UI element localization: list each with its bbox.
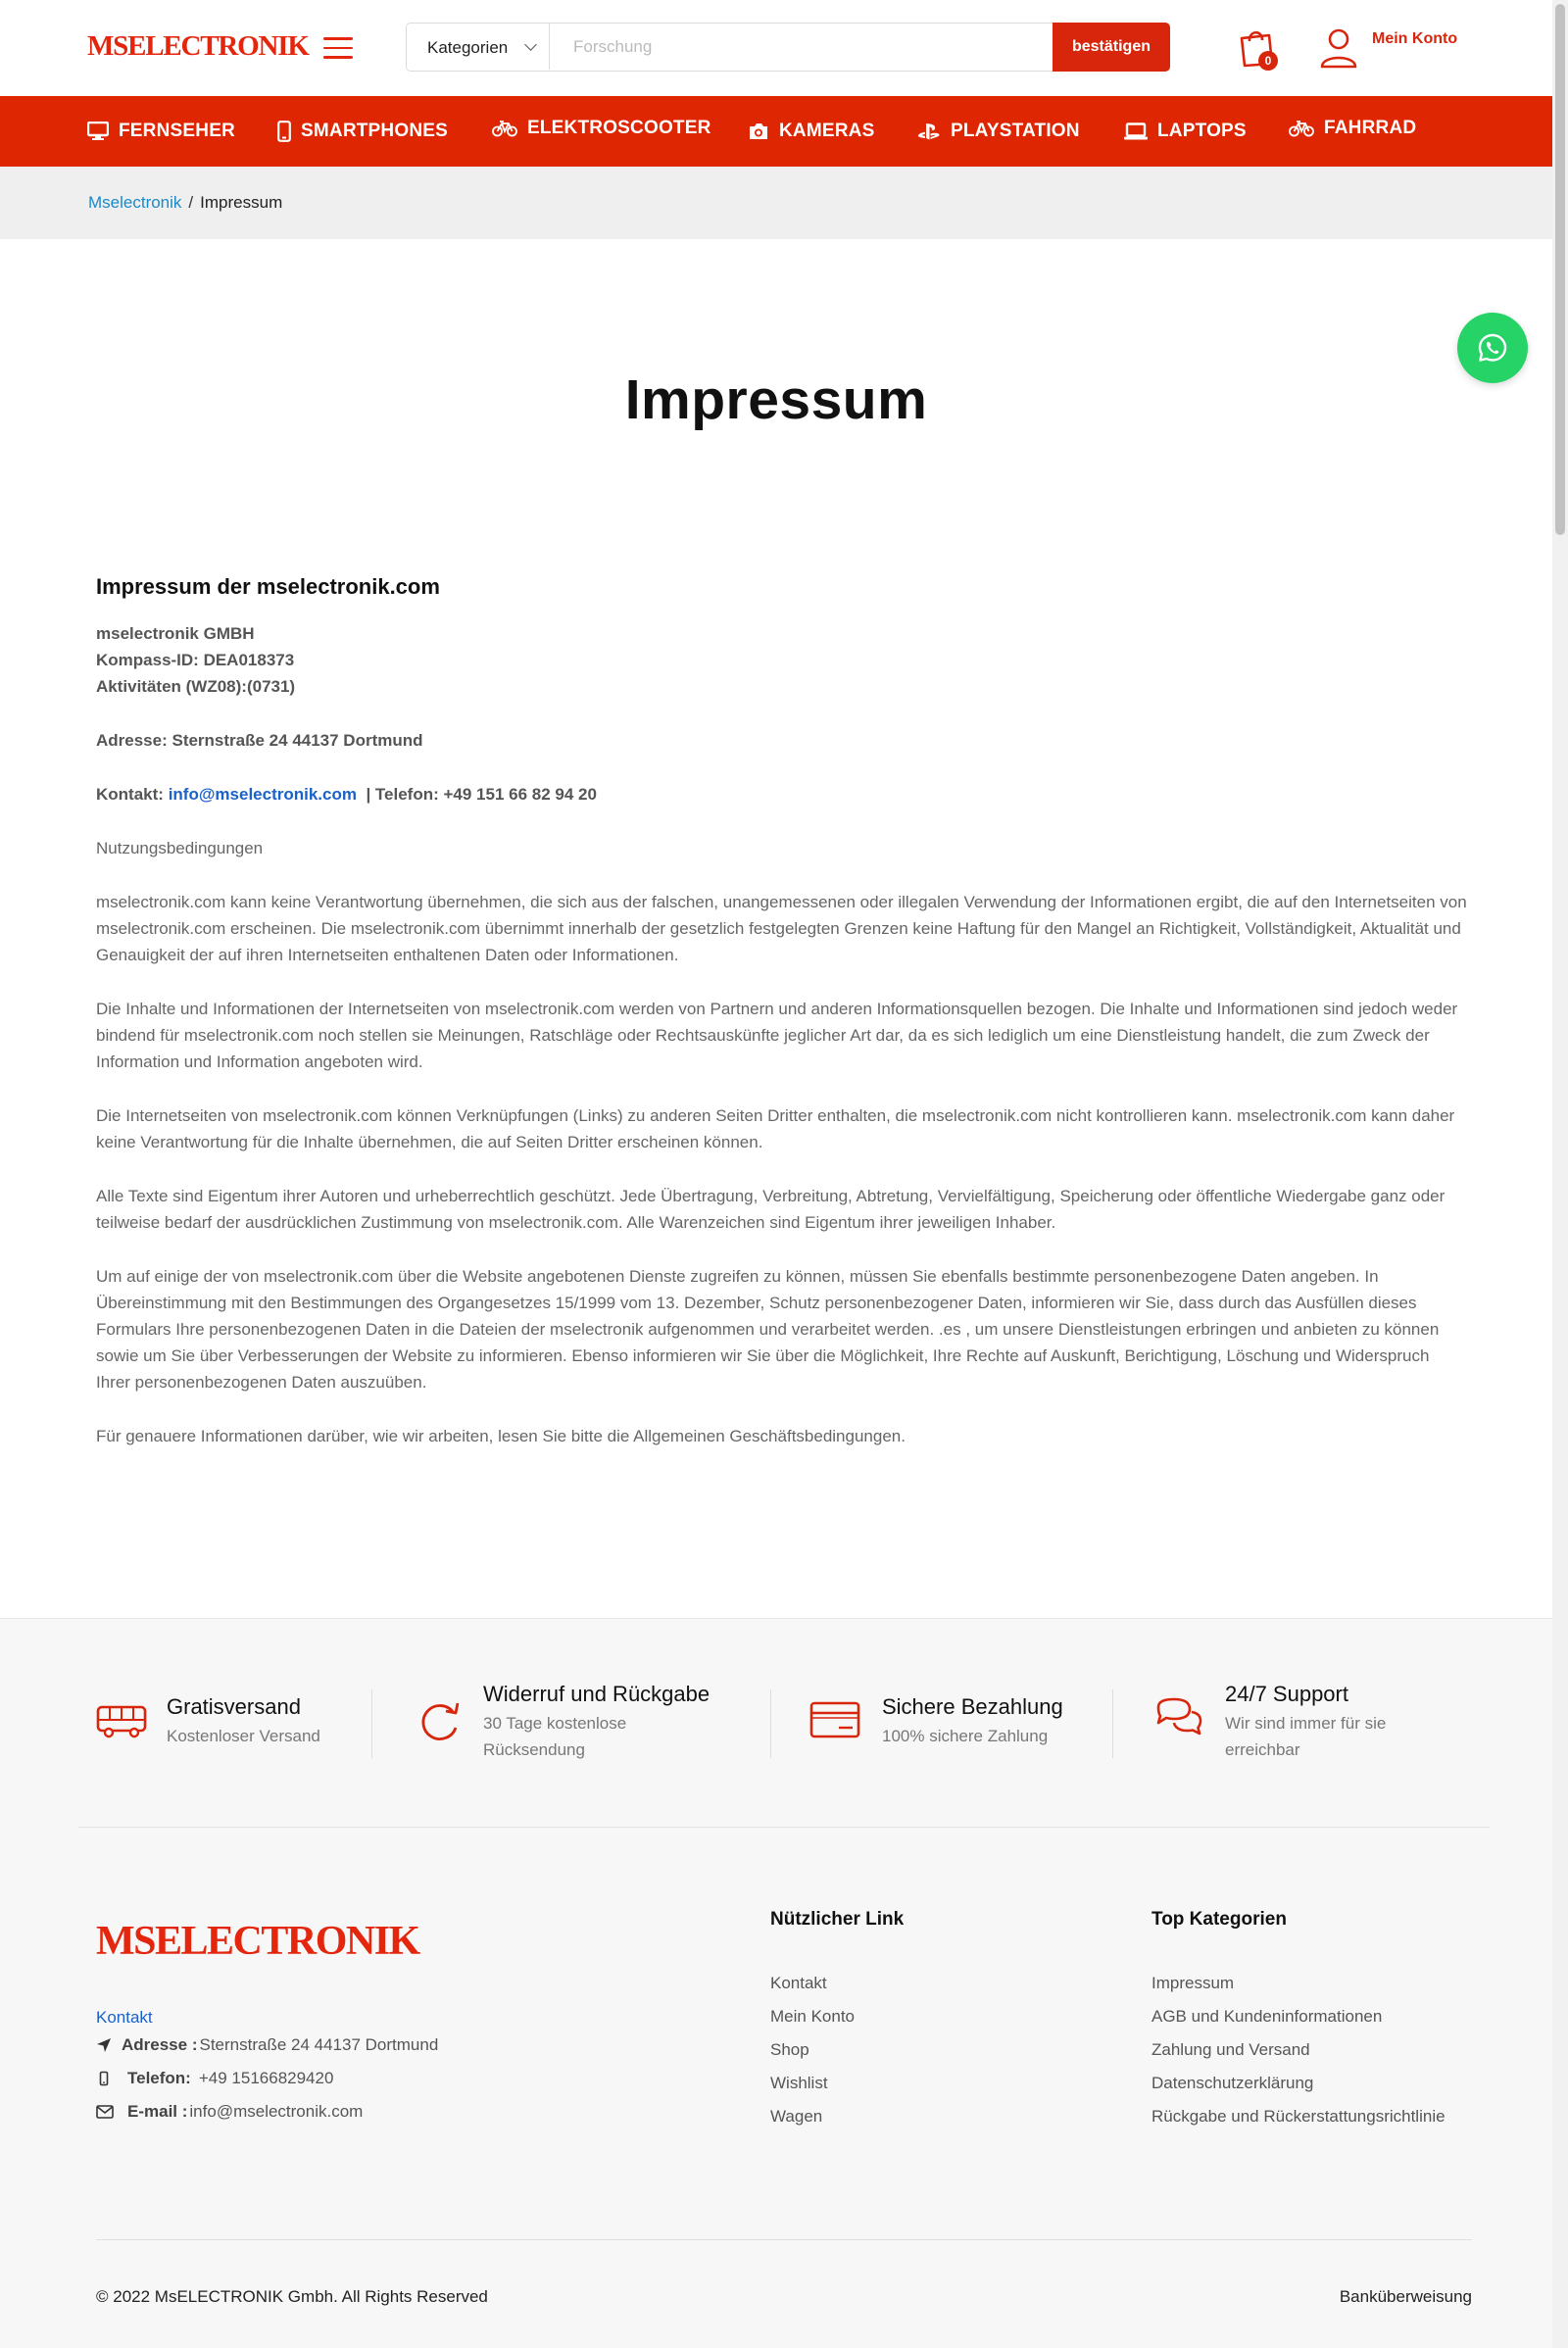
payment-method: Banküberweisung (1339, 2287, 1472, 2306)
footer-useful-title: Nützlicher Link (770, 1909, 905, 1930)
nav-item-label: LAPTOPS (1157, 121, 1247, 141)
breadcrumb-separator: / (188, 193, 194, 212)
divider (371, 1689, 372, 1758)
paragraph: Alle Texte sind Eigentum ihrer Autoren und urheberrechtlich geschützt. Jede Übertragung, Verbreitung, Abtretung, Vervielfältigung, Speicherung oder öffentliche Wiedergabe ganz oder teilweise bedarf der ausdrücklichen Zustimmung von mselectronik.com. Alle Warenzeichen sind Eigentum ihrer jeweiligen Inhaber. (96, 1187, 1446, 1232)
footer-top-categories-title: Top Kategorien (1152, 1909, 1287, 1930)
company-address: Adresse: Sternstraße 24 44137 Dortmund (96, 731, 423, 750)
breadcrumb-home-link[interactable]: Mselectronik (88, 193, 182, 212)
credit-card-icon (809, 1695, 862, 1744)
category-select[interactable] (407, 24, 550, 70)
footer-link-datenschutz[interactable]: Datenschutzerklärung (1152, 2074, 1314, 2092)
nav-item-elektroscooter[interactable] (492, 93, 711, 164)
playstation-icon (917, 122, 941, 140)
footer-link-wagen[interactable]: Wagen (770, 2107, 823, 2126)
cart-button[interactable] (1237, 26, 1284, 73)
footer-bottom-divider (96, 2239, 1472, 2240)
footer-link-zahlung[interactable]: Zahlung und Versand (1152, 2040, 1310, 2059)
page-scrollbar[interactable] (1552, 0, 1568, 2348)
paragraph: mselectronik.com kann keine Verantwortung übernehmen, die sich aus der falschen, unangemessenen oder illegalen Verwendung der Informationen ergibt, die auf den Internetseiten von mselectronik.com erscheinen. Die mselectronik.com übernimmt innerhalb der gesetzlich festgelegten Grenzen keine Haftung für den Mangel an Richtigkeit, Vollständigkeit, Aktualität und Genauigkeit der auf ihren Internetseiten enthaltenen Daten oder Informationen. (96, 893, 1467, 964)
envelope-icon (96, 2105, 123, 2119)
bicycle-icon (1289, 120, 1314, 137)
nav-item-label: SMARTPHONES (301, 121, 448, 141)
nav-item-label: FERNSEHER (119, 121, 235, 141)
site-footer (0, 1618, 1552, 2348)
kompass-id: Kompass-ID: DEA018373 (96, 651, 295, 669)
footer-phone-value: +49 15166829420 (198, 2069, 334, 2087)
company-name: mselectronik GMBH (96, 624, 255, 643)
category-select-label: Kategorien (427, 38, 509, 57)
feature-returns (415, 1682, 738, 1760)
contact-line (96, 781, 1468, 807)
bicycle-icon (492, 120, 517, 137)
footer-link-impressum[interactable]: Impressum (1152, 1974, 1235, 1992)
paragraph: Die Inhalte und Informationen der Internetseiten von mselectronik.com werden von Partnern und anderen Informationsquellen bezogen. Die Inhalte und Informationen sind jedoch weder bindend für mselectronik.com noch stellen sie Meinungen, Ratschläge oder Rechtsauskünfte jeglicher Art dar, da es sich lediglich um eine Dienstleistung handelt, die zum Zweck der Information und Information angeboten wird. (96, 1000, 1458, 1071)
footer-link-agb[interactable]: AGB und Kundeninformationen (1152, 2007, 1383, 2026)
footer-link-wishlist[interactable]: Wishlist (770, 2074, 828, 2092)
cart-count-badge: 0 (1258, 51, 1278, 71)
nav-item-fernseher[interactable] (87, 96, 235, 167)
nav-item-label: ELEKTROSCOOTER (527, 118, 711, 138)
contact-phone: | Telefon: +49 151 66 82 94 20 (366, 785, 597, 804)
footer-link-shop[interactable]: Shop (770, 2040, 809, 2059)
divider (770, 1689, 771, 1758)
paragraph: Die Internetseiten von mselectronik.com können Verknüpfungen (Links) zu anderen Seiten Dritter enthalten, die mselectronik.com nicht kontrollieren kann. mselectronik.com kann daher keine Verantwortung für die Inhalte übernehmen, die auf Seiten Dritter erscheinen können. (96, 1106, 1455, 1151)
location-arrow-icon (96, 2037, 118, 2053)
mobile-phone-icon (96, 2071, 123, 2086)
contact-email-link[interactable]: info@mselectronik.com (168, 785, 357, 804)
page-title: Impressum (624, 368, 928, 431)
tv-icon (87, 122, 109, 141)
category-nav (0, 96, 1552, 167)
feature-title: Widerruf und Rückgabe (483, 1682, 710, 1706)
footer-address-value: Sternstraße 24 44137 Dortmund (199, 2035, 439, 2054)
footer-phone-label: Telefon: (127, 2069, 191, 2087)
activities: Aktivitäten (WZ08):(0731) (96, 677, 296, 696)
nav-item-playstation[interactable] (917, 96, 1080, 167)
paragraph: Für genauere Informationen darüber, wie wir arbeiten, lesen Sie bitte die Allgemeinen Geschäftsbedingungen. (96, 1427, 906, 1445)
paragraph: Um auf einige der von mselectronik.com über die Website angebotenen Dienste zugreifen zu können, müssen Sie ebenfalls bestimmte personenbezogene Daten angeben. In Übereinstimmung mit den Bestimmungen des Organgesetzes 15/1999 vom 13. Dezember, Schutz personenbezogener Daten, informieren wir Sie, dass durch das Ausfüllen dieses Formulars Ihre personenbezogenen Daten in die Dateien der mselectronik aufgenommen und verarbeitet werden. .es , um unsere Dienstleistungen erbringen und anbieten zu können sowie um Sie über Verbesserungen der Website zu informieren. Ebenso informieren wir Sie über die Möglichkeit, Ihre Rechte auf Auskunft, Berichtigung, Löschung und Widerspruch Ihrer personenbezogenen Daten auszuüben. (96, 1267, 1440, 1392)
nav-item-label: KAMERAS (779, 121, 875, 141)
impressum-heading: Impressum der mselectronik.com (96, 574, 440, 599)
footer-link-rueckgabe[interactable]: Rückgabe und Rückerstattungsrichtlinie (1152, 2107, 1446, 2126)
site-logo[interactable]: MSELECTRONIK (87, 30, 309, 62)
footer-link-kontakt[interactable]: Kontakt (770, 1974, 827, 1992)
feature-free-shipping (96, 1682, 351, 1760)
feature-subtitle: Kostenloser Versand (167, 1727, 320, 1745)
footer-link-mein-konto[interactable]: Mein Konto (770, 2007, 855, 2026)
nav-item-smartphones[interactable] (277, 96, 448, 167)
feature-subtitle: 100% sichere Zahlung (882, 1727, 1049, 1745)
laptop-icon (1124, 122, 1148, 140)
search-button[interactable]: bestätigen (1053, 23, 1170, 72)
menu-icon[interactable] (323, 37, 353, 61)
footer-contact-title[interactable]: Kontakt (96, 2008, 153, 2027)
nav-item-kameras[interactable] (748, 96, 874, 167)
feature-secure-payment (809, 1682, 1103, 1760)
breadcrumb-current: Impressum (200, 193, 283, 212)
footer-email-value[interactable]: info@mselectronik.com (189, 2102, 364, 2121)
chevron-down-icon (524, 38, 537, 51)
chat-icon (1152, 1695, 1205, 1744)
refresh-icon (415, 1695, 467, 1744)
bus-icon (96, 1695, 149, 1744)
search-input[interactable] (550, 24, 1050, 70)
smartphone-icon (277, 121, 291, 142)
feature-title: 24/7 Support (1225, 1682, 1348, 1706)
breadcrumb (0, 167, 1552, 239)
feature-support (1152, 1682, 1466, 1760)
footer-divider (78, 1827, 1490, 1828)
camera-icon (748, 122, 769, 140)
nav-item-fahrrad[interactable] (1289, 93, 1416, 164)
feature-title: Sichere Bezahlung (882, 1694, 1063, 1719)
search-bar (406, 23, 1170, 72)
impressum-content (96, 573, 1468, 1477)
user-icon[interactable] (1319, 27, 1358, 69)
site-header (0, 0, 1552, 96)
feature-subtitle: 30 Tage kostenlose Rücksendung (483, 1714, 627, 1759)
nav-item-label: PLAYSTATION (951, 121, 1080, 141)
copyright-text: © 2022 MsELECTRONIK Gmbh. All Rights Reserved (96, 2287, 488, 2306)
feature-subtitle: Wir sind immer für sie erreichbar (1225, 1714, 1387, 1759)
footer-address-label: Adresse : (122, 2035, 198, 2054)
divider (1112, 1689, 1113, 1758)
footer-email-label: E-mail : (127, 2102, 188, 2121)
whatsapp-icon (1477, 332, 1508, 364)
nav-item-label: FAHRRAD (1324, 118, 1417, 138)
footer-email (96, 2102, 363, 2122)
nav-item-laptops[interactable] (1124, 96, 1247, 167)
account-link[interactable]: Mein Konto (1372, 30, 1458, 47)
footer-logo[interactable]: MSELECTRONIK (96, 1919, 419, 1964)
feature-title: Gratisversand (167, 1694, 301, 1719)
terms-label: Nutzungsbedingungen (96, 839, 264, 857)
footer-phone (96, 2069, 333, 2088)
scrollbar-thumb[interactable] (1555, 4, 1565, 535)
contact-label: Kontakt: (96, 785, 164, 804)
footer-address (96, 2035, 438, 2055)
